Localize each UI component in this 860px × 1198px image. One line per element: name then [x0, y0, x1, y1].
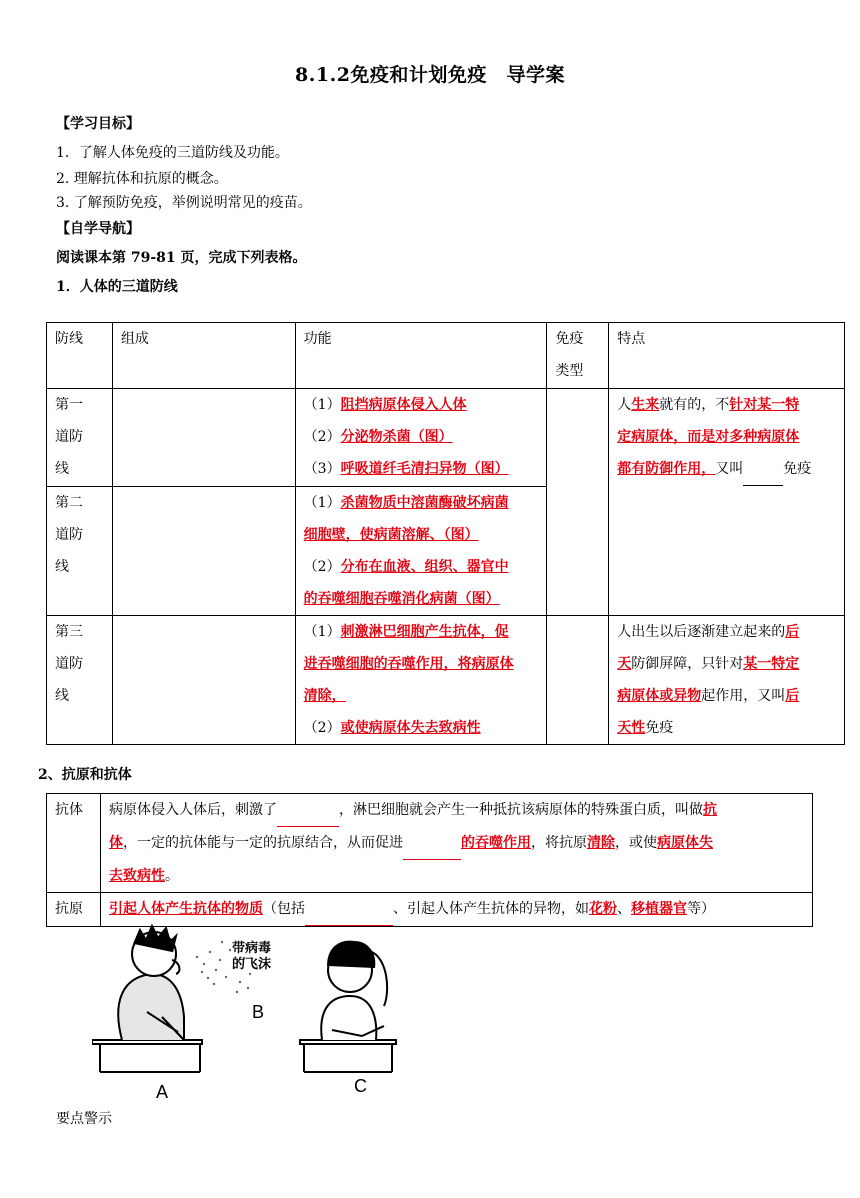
label-c: C [354, 1076, 367, 1096]
defense-lines-table [46, 322, 845, 745]
header-composition: 组成 [112, 323, 295, 389]
row-label: 第二 道防 线 [47, 487, 113, 616]
label-a: A [156, 1082, 169, 1102]
fill-blank [743, 453, 783, 486]
row-label: 第一 道防 线 [47, 389, 113, 487]
antigen-antibody-table [46, 793, 813, 927]
antibody-label: 抗体 [47, 794, 101, 893]
page-title: 8.1.2免疫和计划免疫 导学案 [295, 64, 565, 86]
table-row [47, 389, 845, 487]
self-study-header: 【自学导航】 [56, 221, 140, 237]
goal-item: 2. 理解抗体和抗原的概念。 [56, 171, 228, 187]
goals-header: 【学习目标】 [56, 116, 140, 132]
function-cell: （1）阻挡病原体侵入人体 （2）分泌物杀菌（图） （3）呼吸道纤毛清扫异物（图） [295, 389, 547, 487]
feature-cell: 人生来就有的，不针对某一特 定病原体，而是对多种病原体 都有防御作用，又叫 免疫 [609, 389, 845, 616]
speech-line: 带病毒 [232, 940, 272, 955]
sneeze-illustration [92, 922, 422, 1102]
instruction: 阅读课本第 79-81 页，完成下列表格。 [56, 250, 307, 266]
composition-cell [112, 487, 295, 616]
fill-blank [277, 794, 339, 827]
label-b: B [252, 1002, 265, 1022]
table-row [47, 616, 845, 745]
table-header-row [47, 323, 845, 389]
antigen-content: 引起人体产生抗体的物质（包括 、引起人体产生抗体的异物，如花粉、移植器官等） [101, 893, 813, 927]
section-1-title: 1．人体的三道防线 [56, 279, 178, 295]
type-cell [547, 616, 609, 745]
footer-note: 要点警示 [56, 1111, 112, 1127]
function-cell: （1）刺激淋巴细胞产生抗体，促 进吞噬细胞的吞噬作用，将病原体 清除， （2）或使病原体失去致病性 [295, 616, 547, 745]
header-defense: 防线 [47, 323, 113, 389]
header-feature: 特点 [609, 323, 845, 389]
goal-item: 1．了解人体免疫的三道防线及功能。 [56, 145, 289, 161]
feature-cell: 人出生以后逐渐建立起来的后 天防御屏障，只针对某一特定 病原体或异物起作用，又叫后 天性免疫 [609, 616, 845, 745]
composition-cell [112, 616, 295, 745]
student-c-figure [300, 942, 396, 1072]
antigen-label: 抗原 [47, 893, 101, 927]
antibody-content: 病原体侵入人体后，刺激了 ，淋巴细胞就会产生一种抵抗该病原体的特殊蛋白质，叫做抗 体，一定的抗体能与一定的抗原结合，从而促进 的吞噬作用，将抗原清除，或使病原体失 去致病性。 [101, 794, 813, 893]
speech-line: 的飞沫 [232, 956, 272, 971]
student-a-figure [92, 926, 202, 1072]
section-2-title: 2、抗原和抗体 [38, 767, 132, 783]
row-label: 第三 道防 线 [47, 616, 113, 745]
composition-cell [112, 389, 295, 487]
function-cell: （1）杀菌物质中溶菌酶破坏病菌 细胞壁，使病菌溶解、（图） （2）分布在血液、组织、器官中 的吞噬细胞吞噬消化病菌（图） [295, 487, 547, 616]
header-function: 功能 [295, 323, 547, 389]
type-cell [547, 389, 609, 616]
fill-blank [403, 827, 461, 860]
header-type: 免疫 类型 [547, 323, 609, 389]
goal-item: 3. 了解预防免疫，举例说明常见的疫苗。 [56, 195, 312, 211]
table-row [47, 794, 813, 893]
